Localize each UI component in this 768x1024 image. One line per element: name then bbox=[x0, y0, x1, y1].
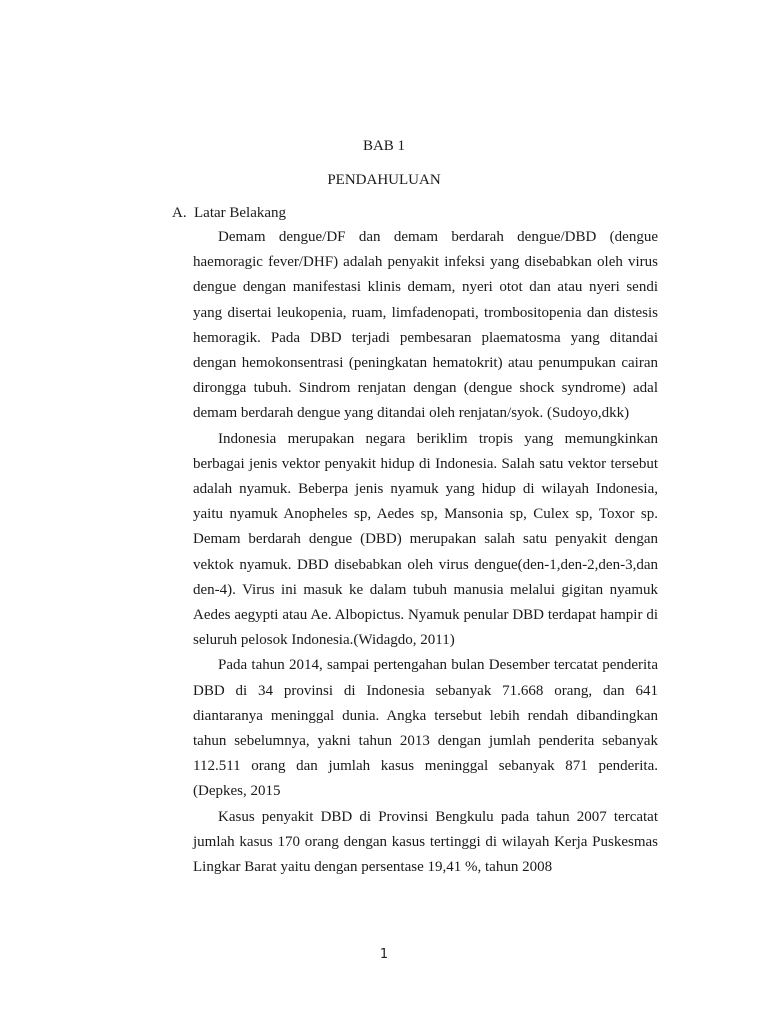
section-heading bbox=[172, 203, 286, 223]
section-letter: A. bbox=[172, 205, 187, 221]
paragraph-1: Demam dengue/DF dan demam berdarah dengue/DBD (dengue haemoragic fever/DHF) adalah penyakit infeksi yang disebabkan oleh virus dengue dengan manifestasi klinis demam, nyeri otot dan atau nyeri sendi yang disertai leukopenia, ruam, limfadenopati, trombositopenia dan distesis hemoragik. Pada DBD terjadi pembesaran plaematosma yang ditandai dengan hemokonsentrasi (peningkatan hematokrit) atau penumpukan cairan dirongga tubuh. Sindrom renjatan dengan (dengue shock syndrome) adal demam berdarah dengue yang ditandai oleh renjatan/syok. (Sudoyo,dkk) bbox=[193, 229, 658, 422]
body-text bbox=[193, 225, 658, 880]
paragraph-3: Pada tahun 2014, sampai pertengahan bulan Desember tercatat penderita DBD di 34 provinsi di Indonesia sebanyak 71.668 orang, dan 641 diantaranya meninggal dunia. Angka tersebut lebih rendah dibandingkan tahun sebelumnya, yakni tahun 2013 dengan jumlah penderita sebanyak 112.511 orang dan jumlah kasus meninggal sebanyak 871 penderita. (Depkes, 2015 bbox=[193, 657, 658, 800]
chapter-title: PENDAHULUAN bbox=[327, 172, 441, 188]
chapter-label: BAB 1 bbox=[362, 138, 406, 154]
paragraph-2: Indonesia merupakan negara beriklim tropis yang memungkinkan berbagai jenis vektor penyakit hidup di Indonesia. Salah satu vektor tersebut adalah nyamuk. Beberpa jenis nyamuk yang hidup di wilayah Indonesia, yaitu nyamuk Anopheles sp, Aedes sp, Mansonia sp, Culex sp, Toxor sp. Demam berdarah dengue (DBD) merupakan salah satu penyakit dengan vektok nyamuk. DBD disebabkan oleh virus dengue(den-1,den-2,den-3,dan den-4). Virus ini masuk ke dalam tubuh manusia melalui gigitan nyamuk Aedes aegypti atau Ae. Albopictus. Nyamuk penular DBD terdapat hampir di seluruh pelosok Indonesia.(Widagdo, 2011) bbox=[193, 430, 658, 649]
paragraph-4: Kasus penyakit DBD di Provinsi Bengkulu pada tahun 2007 tercatat jumlah kasus 170 orang dengan kasus tertinggi di wilayah Kerja Puskesmas Lingkar Barat yaitu dengan persentase 19,41 %, tahun 2008 bbox=[193, 808, 658, 876]
page-number: 1 bbox=[379, 947, 389, 962]
section-title: Latar Belakang bbox=[194, 205, 287, 221]
